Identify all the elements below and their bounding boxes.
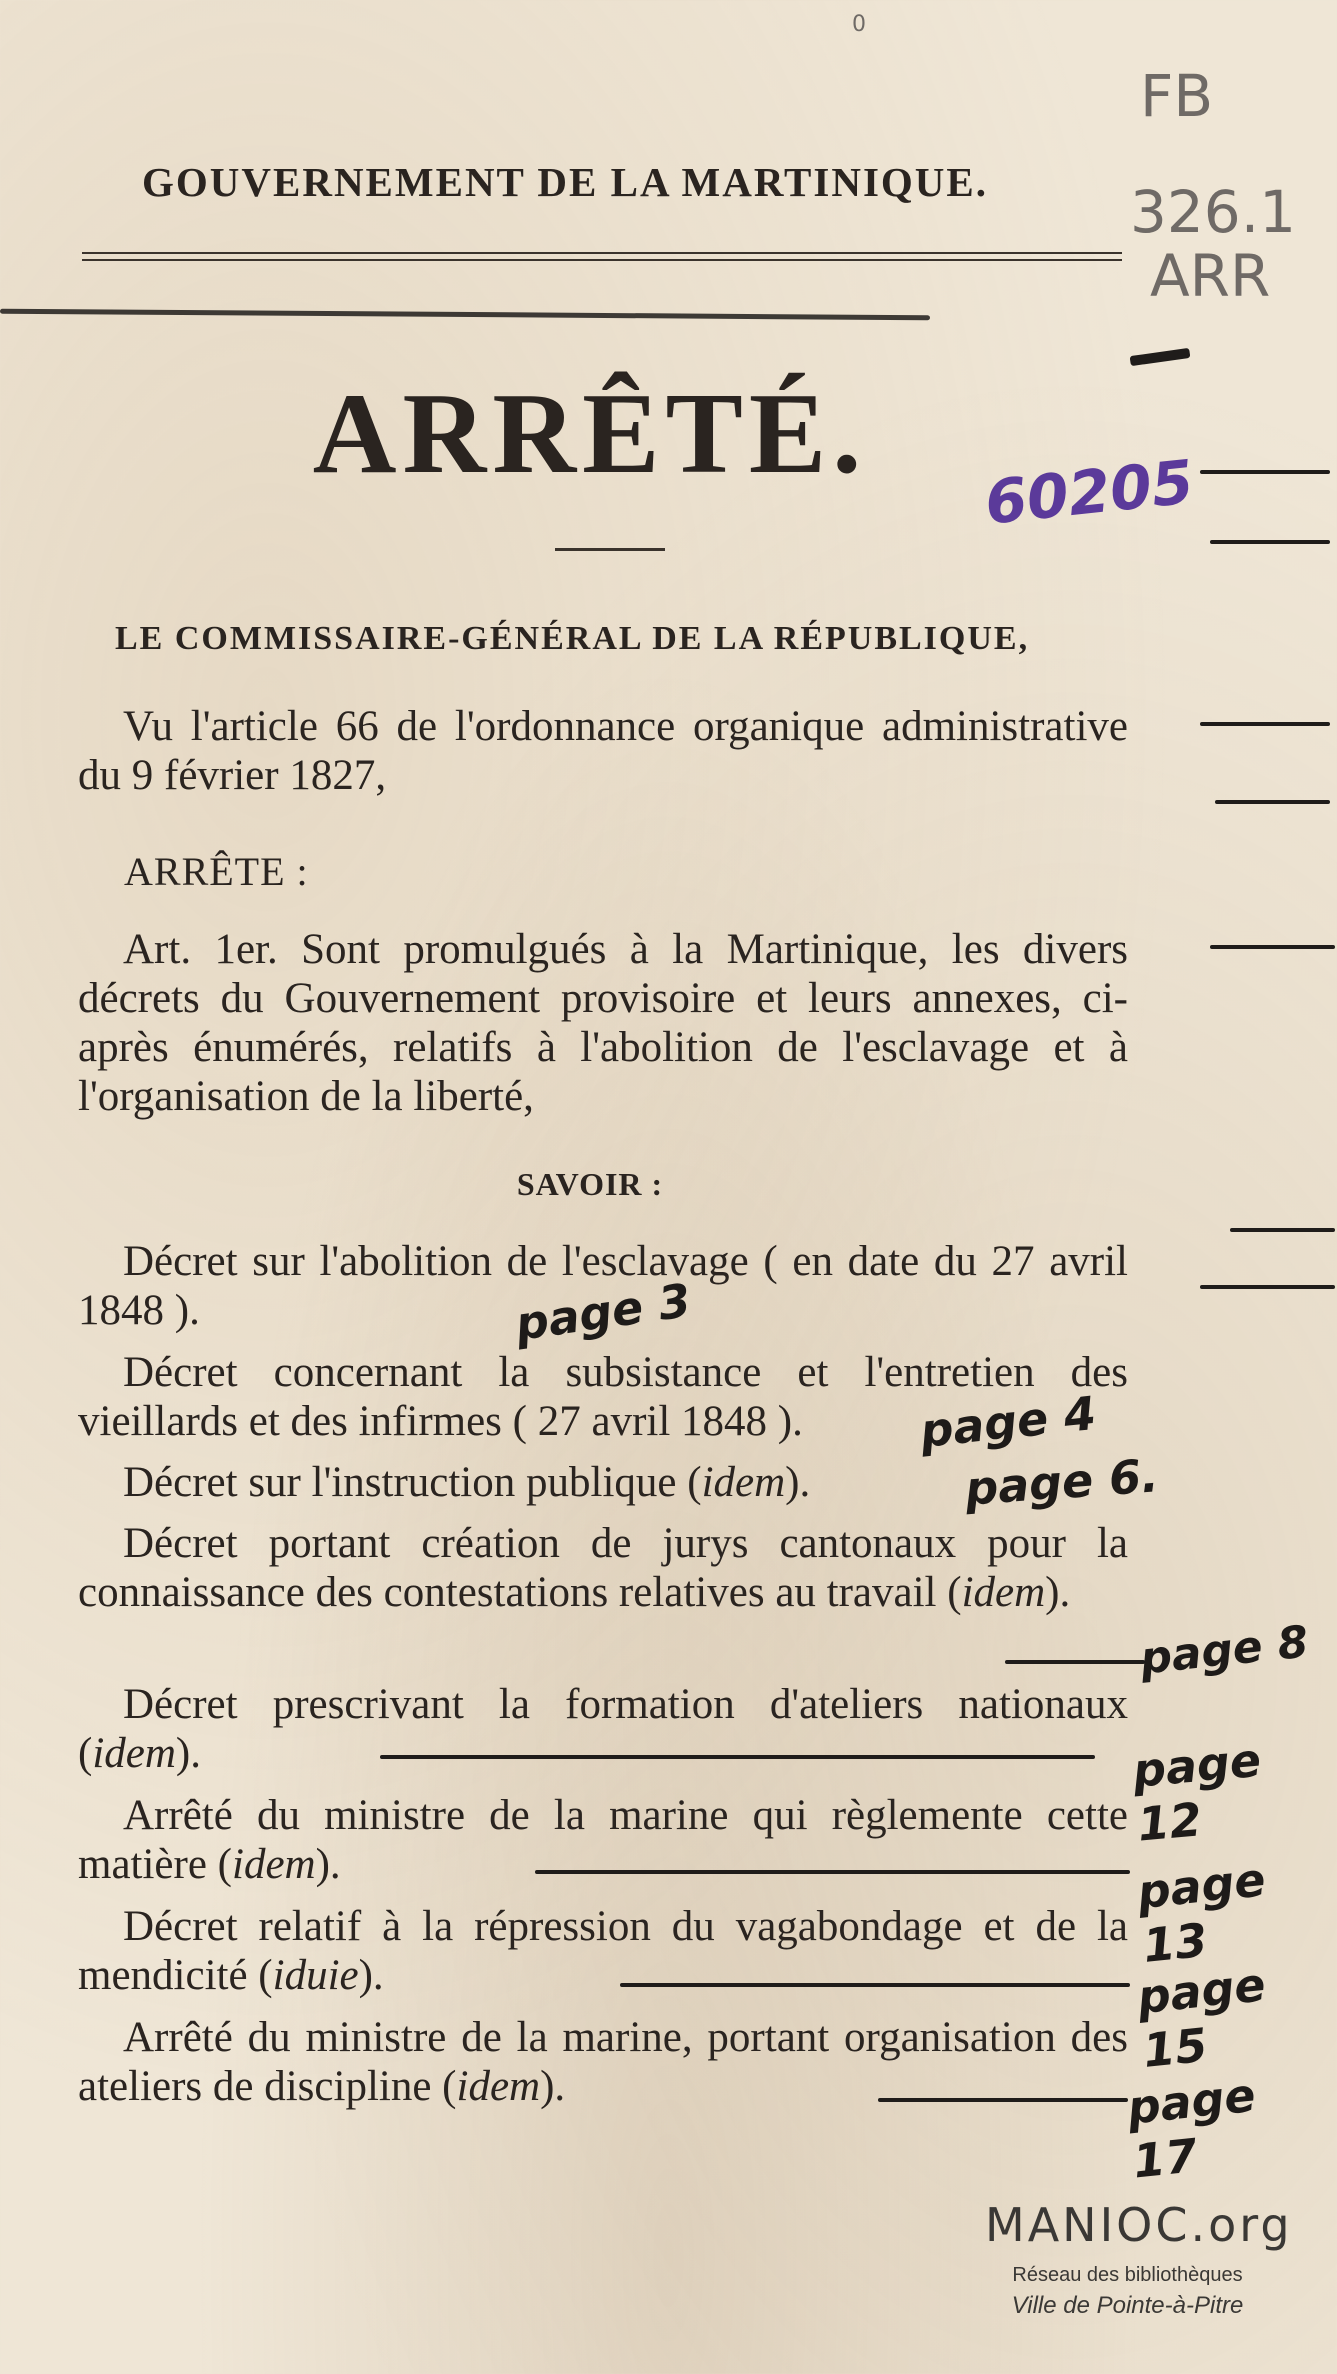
- margin-mark: [1200, 1285, 1335, 1289]
- decree-7-idem: iduie: [272, 1952, 359, 1999]
- margin-mark: [1200, 470, 1330, 474]
- decree-5-idem: idem: [92, 1730, 176, 1777]
- leader-line-5: [380, 1755, 1095, 1759]
- page-note-8: page 17: [1124, 2067, 1258, 2189]
- document-title: ARRÊTÉ.: [312, 370, 868, 498]
- page-note-2: page 4: [917, 1385, 1099, 1459]
- savoir-heading: SAVOIR :: [516, 1166, 664, 1202]
- decree-item-5: [78, 1680, 1128, 1778]
- title-rule: [555, 548, 665, 551]
- leader-line-4: [1005, 1660, 1145, 1664]
- margin-mark: [1210, 540, 1330, 544]
- decree-item-4: [78, 1519, 1128, 1617]
- leader-line-8: [878, 2098, 1128, 2102]
- commissaire-heading: LE COMMISSAIRE-GÉNÉRAL DE LA RÉPUBLIQUE,: [115, 620, 1030, 657]
- decree-8-idem: idem: [456, 2063, 541, 2110]
- page-note-1: page 3: [512, 1273, 695, 1351]
- margin-mark: [1230, 1228, 1335, 1232]
- arrete-label: ARRÊTE :: [124, 849, 309, 894]
- page-note-6: page 13: [1134, 1852, 1268, 1974]
- vu-paragraph: Vu l'article 66 de l'ordonnance organique administrative du 9 février 1827,: [78, 703, 1128, 799]
- decree-6-tail: ).: [315, 1841, 341, 1888]
- inventory-number: 60205: [981, 447, 1197, 539]
- watermark-line1: Réseau des bibliothèques: [1012, 2264, 1243, 2286]
- page-note-5: page 12: [1130, 1732, 1264, 1852]
- header-rule-bottom: [82, 259, 1122, 261]
- decree-item-8: [78, 2013, 1128, 2111]
- decree-7-tail: ).: [358, 1952, 384, 1999]
- decree-item-6: [78, 1791, 1128, 1889]
- margin-mark: [1200, 722, 1330, 726]
- margin-mark: [1215, 800, 1330, 804]
- decree-8-tail: ).: [540, 2063, 566, 2110]
- page-note-4: page 8: [1137, 1616, 1311, 1685]
- header-rule-top: [82, 252, 1122, 254]
- call-number-line1: FB: [1140, 62, 1214, 130]
- call-number-line3: ARR: [1150, 242, 1271, 310]
- decree-1-text: Décret sur l'abolition de l'esclavage ( en date du 27 avril 1848 ).: [78, 1238, 1128, 1334]
- leader-line-6: [535, 1870, 1130, 1874]
- decree-3-tail: ).: [785, 1459, 811, 1506]
- call-number-line2: 326.1: [1130, 178, 1297, 246]
- leader-line-7: [620, 1983, 1130, 1987]
- margin-mark: [1130, 348, 1191, 366]
- decree-5-text: Décret prescrivant la formation d'ateliers nationaux (: [78, 1681, 1128, 1777]
- government-header: GOUVERNEMENT DE LA MARTINIQUE.: [141, 159, 988, 205]
- article-1-text: Sont promulgués à la Martinique, les divers décrets du Gouvernement provisoire et leurs annexes, ci-après énumérés, relatifs à l'abolition de l'esclavage et à l'organisation de la liberté,: [78, 926, 1129, 1120]
- decree-4-idem: idem: [961, 1569, 1046, 1616]
- watermark-line2: Ville de Pointe-à-Pitre: [1011, 2292, 1244, 2319]
- ink-stroke-top: [0, 309, 930, 320]
- decree-4-text: Décret portant création de jurys cantonaux pour la connaissance des contestations relatives au travail (: [78, 1520, 1128, 1616]
- decree-3-idem: idem: [701, 1459, 786, 1506]
- margin-mark: [1210, 945, 1335, 949]
- article-1-label: Art. 1er.: [123, 926, 278, 973]
- decree-3-text: Décret sur l'instruction publique (: [123, 1459, 702, 1506]
- decree-7-text: Décret relatif à la répression du vagabondage et de la mendicité (: [78, 1903, 1128, 1999]
- decree-8-text: Arrêté du ministre de la marine, portant organisation des ateliers de discipline (: [78, 2014, 1128, 2110]
- decree-6-idem: idem: [232, 1841, 316, 1888]
- decree-5-tail: ).: [175, 1730, 201, 1777]
- page-note-7: page 15: [1134, 1957, 1268, 2079]
- article-1: [78, 925, 1128, 1121]
- manioc-logo: MANIOC.org: [985, 2198, 1293, 2252]
- decree-2-text: Décret concernant la subsistance et l'entretien des vieillards et des infirmes ( 27 avril 1848 ).: [78, 1349, 1128, 1445]
- decree-4-tail: ).: [1045, 1569, 1071, 1616]
- decree-6-text: Arrêté du ministre de la marine qui règlemente cette matière (: [78, 1792, 1128, 1888]
- page-note-3: page 6.: [963, 1448, 1161, 1516]
- page-mark: 0: [852, 12, 866, 37]
